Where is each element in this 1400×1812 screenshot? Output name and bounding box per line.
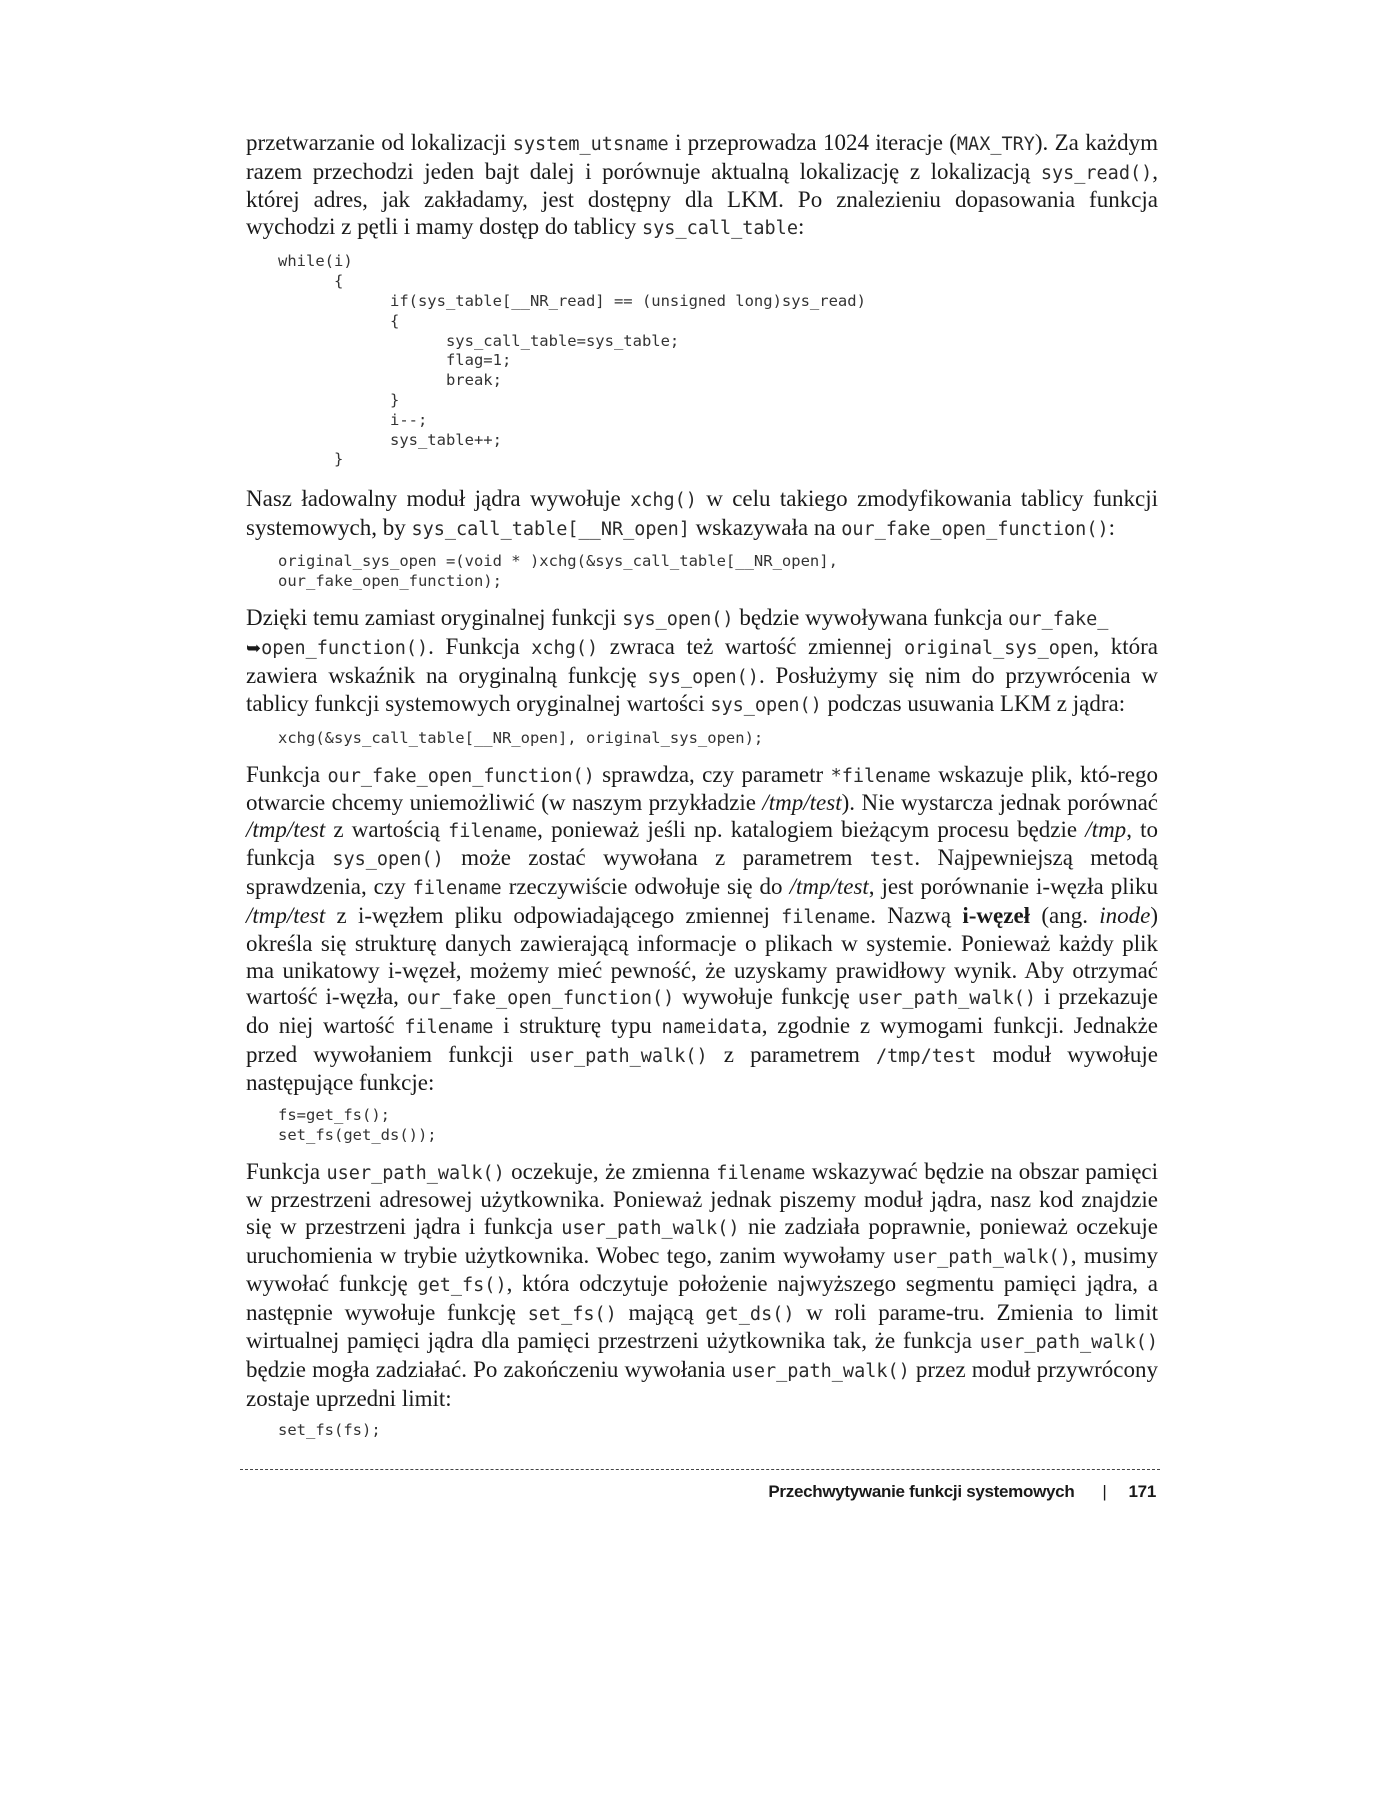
text-run: . Nazwą [870, 902, 963, 928]
code-block-xchg-assign: original_sys_open =(void * )xchg(&sys_call_table[__NR_open], our_fake_open_function); [278, 552, 838, 591]
inline-code: our_fake_open_function() [327, 765, 595, 787]
inline-code: sys_read() [1040, 162, 1153, 184]
text-run: przetwarzanie od lokalizacji [246, 130, 513, 155]
text-run: . Funkcja [428, 633, 532, 659]
text-run: i strukturę typu [493, 1013, 662, 1039]
text-run: może zostać wywołana z parametrem [443, 845, 870, 871]
inline-code: get_fs() [417, 1275, 507, 1297]
text-run: . Najpewniejszą metodą sprawdzenia, czy [246, 845, 1158, 900]
text-run: wywołuje funkcję [674, 984, 858, 1010]
text-run: Funkcja [246, 761, 328, 787]
text-run: Funkcja [246, 1158, 327, 1184]
inline-code: MAX_TRY [956, 134, 1035, 155]
text-run: nie zadziała poprawnie, ponieważ oczekuje uruchomienia w trybie użytkownika. Wobec tego, zanim wywołamy [246, 1214, 1158, 1268]
inline-code: user_path_walk() [561, 1218, 740, 1240]
text-run: rzeczywiście odwołuje się do [501, 874, 790, 900]
italic-path: inode [1099, 902, 1151, 928]
italic-path: /tmp/test [762, 790, 842, 816]
inline-code: user_path_walk() [326, 1162, 505, 1184]
inline-code: open_function() [261, 637, 429, 659]
inline-code: nameidata [661, 1017, 762, 1039]
text-run: wskazuje plik, któ-rego otwarcie chcemy uniemożliwić (w naszym przykładzie [246, 761, 1158, 816]
inline-code: our_fake_open_function() [841, 518, 1109, 540]
text-run: oczekuje, że zmienna [504, 1158, 717, 1184]
text-run: ) określa się strukturę danych zawierającą informacje o plikach w systemie. Ponieważ każdy plik ma unikatowy i-węzeł, możemy mieć pewność, że uzyskamy prawidłowy wynik. Aby otrzymać wartość i-węzła, [246, 902, 1158, 1010]
text-run: , zgodnie z wymogami funkcji. Jednakże przed wywołaniem funkcji [246, 1013, 1159, 1067]
text-run: (ang. [1030, 902, 1100, 928]
text-run: z i-węzłem pliku odpowiadającego zmiennej [325, 902, 782, 928]
bold-term: i-węzeł [962, 902, 1031, 928]
inline-code: filename [716, 1162, 806, 1184]
code-block-get-fs: fs=get_fs(); set_fs(get_ds()); [278, 1105, 437, 1144]
paragraph-2 [246, 486, 1158, 543]
paragraph-4 [246, 762, 1158, 1097]
inline-code: filename [781, 906, 871, 928]
text-run: zwraca też wartość zmiennej [598, 633, 904, 659]
italic-path: /tmp/test [246, 902, 326, 928]
text-run: ). Nie wystarcza jednak porównać [841, 790, 1158, 816]
inline-code: user_path_walk() [979, 1332, 1158, 1354]
text-run: : [797, 213, 805, 239]
inline-code: get_ds() [705, 1303, 795, 1325]
text-run: . Posłużymy się nim do przywrócenia w tablicy funkcji systemowych oryginalnej wartości [246, 662, 1158, 717]
footer-page-number: 171 [1128, 1482, 1156, 1501]
text-run: , która odczytuje położenie najwyższego segmentu pamięci jądra, a następnie wywołuje funkcję [246, 1271, 1158, 1325]
text-run: Dzięki temu zamiast oryginalnej funkcji [246, 605, 623, 631]
text-run: wskazywała na [689, 514, 842, 540]
inline-code: our_fake_ [1008, 609, 1109, 631]
inline-code: filename [404, 1017, 494, 1039]
inline-code: system_utsname [512, 134, 669, 155]
footer-separator: | [1102, 1482, 1107, 1501]
inline-code: /tmp/test [876, 1045, 977, 1067]
text-run: podczas usuwania LKM z jądra: [821, 691, 1126, 717]
paragraph-3 [246, 605, 1158, 719]
text-run: , ponieważ jeśli np. katalogiem bieżącym procesu będzie [537, 816, 1086, 842]
code-block-while-loop: while(i) { if(sys_table[__NR_read] == (unsigned long)sys_read) { sys_call_table=sys_table; flag=1; break; } i--; sys_table++; } [278, 252, 866, 469]
inline-code: user_path_walk() [857, 988, 1037, 1010]
text-run: moduł wywołuje następujące funkcje: [246, 1041, 1159, 1096]
text-run: z wartością [325, 816, 449, 842]
text-run: będzie mogła zadziałać. Po zakończeniu wywołania [246, 1356, 732, 1382]
text-run: sprawdza, czy parametr [594, 761, 831, 787]
text-run: , która zawiera wskaźnik na oryginalną funkcję [246, 633, 1158, 688]
inline-code: original_sys_open [904, 637, 1094, 659]
text-run: w celu takiego zmodyfikowania tablicy funkcji systemowych, by [246, 486, 1158, 540]
text-run: z parametrem [707, 1041, 877, 1067]
inline-code: sys_call_table[__NR_open] [411, 518, 690, 540]
page-content [246, 130, 1158, 1454]
code-block-set-fs: set_fs(fs); [278, 1421, 381, 1440]
text-run: wskazywać będzie na obszar pamięci w przestrzeni adresowej użytkownika. Ponieważ jednak piszemy moduł jądra, nasz kod znajdzie się w przestrzeni jądra i funkcja [246, 1158, 1158, 1240]
inline-code: sys_open() [332, 849, 444, 871]
text-run: będzie wywoływana funkcja [733, 605, 1009, 631]
line-continuation-arrow-icon: ➥ [246, 637, 262, 659]
text-run: , musimy wywołać funkcję [246, 1242, 1158, 1297]
italic-path: /tmp [1085, 816, 1127, 842]
text-run: Nasz ładowalny moduł jądra wywołuje [246, 486, 631, 512]
inline-code: sys_open() [622, 609, 734, 631]
text-run: przez moduł przywrócony zostaje uprzedni limit: [246, 1356, 1158, 1411]
text-run: ). Za każdym razem przechodzi jeden bajt dalej i porównuje aktualną lokalizację z lokalizacją [246, 130, 1158, 184]
text-run: , której adres, jak zakładamy, jest dostępny dla LKM. Po znalezieniu dopasowania funkcja wychodzi z pętli i mamy dostęp do tablicy [246, 158, 1158, 239]
text-run: i przekazuje do niej wartość [246, 984, 1158, 1039]
inline-code: sys_open() [647, 666, 759, 688]
inline-code: user_path_walk() [731, 1360, 910, 1382]
text-run: : [1108, 514, 1115, 540]
inline-code: user_path_walk() [529, 1045, 708, 1067]
inline-code: set_fs() [527, 1303, 617, 1325]
page-footer [768, 1482, 1156, 1502]
inline-code: user_path_walk() [892, 1246, 1071, 1268]
text-run: w roli parame-tru. Zmienia to limit wirtualnej pamięci jądra dla pamięci przestrzeni użytkownika tak, że funkcja [246, 1299, 1158, 1354]
italic-path: /tmp/test [789, 874, 869, 900]
code-block-xchg-restore: xchg(&sys_call_table[__NR_open], original_sys_open); [278, 728, 764, 747]
paragraph-5 [246, 1159, 1158, 1412]
inline-code: xchg() [531, 637, 599, 659]
inline-code: *filename [830, 765, 931, 787]
paragraph-1 [246, 130, 1158, 242]
text-run: mającą [616, 1299, 706, 1325]
inline-code: test [869, 849, 915, 871]
inline-code: xchg() [630, 490, 697, 512]
text-run: i przeprowadza 1024 iteracje ( [668, 130, 957, 155]
text-run: , to funkcja [246, 816, 1158, 871]
inline-code: filename [412, 878, 502, 900]
footer-chapter-title: Przechwytywanie funkcji systemowych [768, 1482, 1075, 1501]
inline-code: filename [448, 820, 538, 842]
text-run: , jest porównanie i-węzła pliku [868, 874, 1158, 900]
inline-code: sys_open() [710, 695, 822, 717]
footer-divider [240, 1469, 1160, 1470]
inline-code: our_fake_open_function() [406, 988, 675, 1010]
italic-path: /tmp/test [246, 816, 326, 842]
inline-code: sys_call_table [642, 217, 798, 239]
